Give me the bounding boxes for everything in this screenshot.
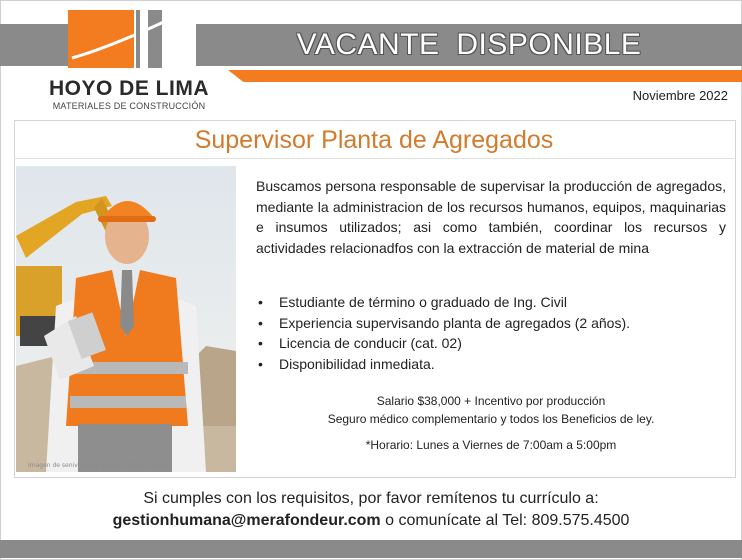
- requirements-list: [256, 292, 726, 374]
- contact-email[interactable]: gestionhumana@merafondeur.com: [112, 512, 381, 529]
- company-name: HOYO DE LIMA: [48, 77, 209, 100]
- requirement-item: • Licencia de conducir (cat. 02): [256, 333, 726, 354]
- contact-phone[interactable]: 809.575.4500: [531, 512, 630, 529]
- banner-title: VACANTE DISPONIBLE: [296, 28, 642, 61]
- schedule-text: *Horario: Lunes a Viernes de 7:00am a 5:00pm: [365, 438, 617, 452]
- requirement-item: • Disponibilidad inmediata.: [256, 354, 726, 375]
- bottom-bar: [0, 540, 742, 558]
- banner-left-bar: [0, 24, 68, 66]
- company-tagline: MATERIALES DE CONSTRUCCIÓN: [52, 101, 206, 111]
- job-title: Supervisor Planta de Agregados: [14, 122, 734, 159]
- contact-footer: [0, 488, 742, 532]
- benefits: [256, 392, 726, 428]
- footer-connector: o comunícate al Tel:: [380, 512, 532, 529]
- job-description: Buscamos persona responsable de supervisar la producción de agregados, mediante la administracion de los recursos humanos, equipos, maquinarias e insumos utilizados; asi como también, coordinar los recursos y actividades relacionadfos con la extracción de material de mina: [256, 178, 726, 256]
- requirement-item: • Experiencia supervisando planta de agregados (2 años).: [256, 313, 726, 334]
- footer-instructions: Si cumples con los requisitos, por favor remítenos tu currículo a:: [143, 490, 599, 507]
- footer-contact-line: [0, 510, 742, 532]
- company-brand: [44, 78, 214, 111]
- requirement-item: • Estudiante de término o graduado de Ing. Civil: [256, 292, 726, 313]
- vacancy-banner: [196, 24, 742, 66]
- insurance-text: Seguro médico complementario y todos los Beneficios de ley.: [327, 412, 655, 426]
- company-logo: [68, 8, 172, 70]
- salary-text: Salario $38,000 + Incentivo por producción: [376, 394, 606, 408]
- photo-credit: Imagen de senivpetro y master1305 en Freepik: [28, 462, 171, 469]
- accent-stripe: [228, 70, 742, 82]
- posting-date: Noviembre 2022: [632, 88, 728, 103]
- worker-photo: [16, 166, 236, 472]
